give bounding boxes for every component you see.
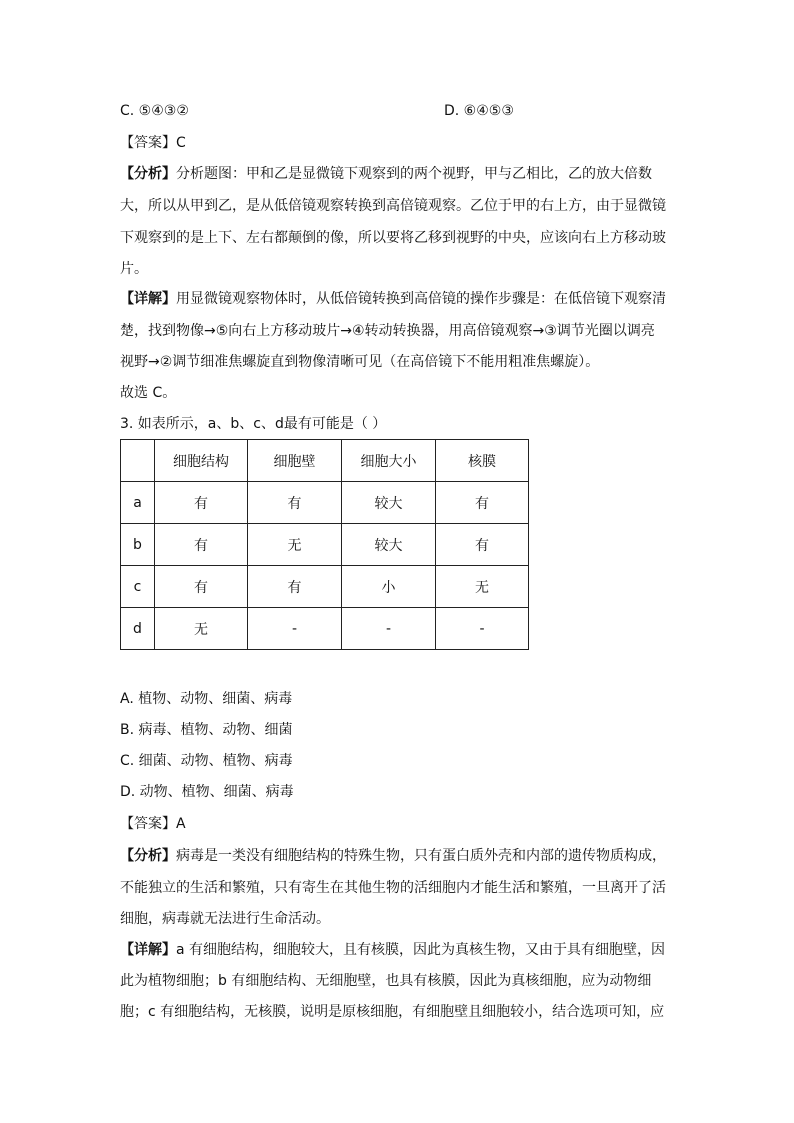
- q3-table: [120, 439, 529, 650]
- table-cell: 无: [436, 566, 529, 608]
- table-cell: 有: [155, 524, 248, 566]
- table-cell: -: [248, 608, 342, 650]
- table-cell: 有: [248, 566, 342, 608]
- q2-detail-line-1: 【详解】用显微镜观察物体时，从低倍镜转换到高倍镜的操作步骤是：在低倍镜下观察清: [120, 291, 666, 307]
- table-cell: 有: [155, 566, 248, 608]
- q3-option-c: C. 细菌、动物、植物、病毒: [120, 753, 293, 769]
- table-row: [121, 566, 529, 608]
- table-header-cell: 核膜: [436, 440, 529, 482]
- q2-option-d: D. ⑥④⑤③: [444, 103, 514, 119]
- table-cell: -: [436, 608, 529, 650]
- q3-detail-label: 【详解】: [120, 942, 176, 958]
- q3-detail-line-1: 【详解】a 有细胞结构，细胞较大，且有核膜，因此为真核生物，又由于具有细胞壁，因: [120, 942, 666, 958]
- table-row: [121, 524, 529, 566]
- table-cell: 较大: [342, 482, 436, 524]
- q2-conclusion: 故选 C。: [120, 385, 177, 401]
- q3-analysis-line-2: 不能独立的生活和繁殖，只有寄生在其他生物的活细胞内才能生活和繁殖，一旦离开了活: [120, 880, 666, 896]
- table-cell: b: [121, 524, 155, 566]
- table-cell: 有: [248, 482, 342, 524]
- table-header-cell: 细胞壁: [248, 440, 342, 482]
- q3-answer: 【答案】A: [120, 816, 186, 832]
- q2-option-c: C. ⑤④③②: [120, 103, 189, 119]
- table-cell: d: [121, 608, 155, 650]
- q3-option-a: A. 植物、动物、细菌、病毒: [120, 691, 293, 707]
- q2-analysis-line-1: 【分析】分析题图：甲和乙是显微镜下观察到的两个视野，甲与乙相比，乙的放大倍数: [120, 166, 652, 182]
- q2-detail-line-3: 视野→②调节细准焦螺旋直到物像清晰可见（在高倍镜下不能用粗准焦螺旋）。: [120, 354, 600, 370]
- table-cell: 无: [155, 608, 248, 650]
- table-header-cell: [121, 440, 155, 482]
- table-cell: 有: [436, 482, 529, 524]
- table-cell: 无: [248, 524, 342, 566]
- q2-analysis-label: 【分析】: [120, 166, 176, 182]
- table-cell: c: [121, 566, 155, 608]
- q3-analysis-label: 【分析】: [120, 848, 176, 864]
- table-cell: -: [342, 608, 436, 650]
- table-header-cell: 细胞大小: [342, 440, 436, 482]
- table-row: [121, 482, 529, 524]
- q2-analysis-line-2: 大，所以从甲到乙，是从低倍镜观察转换到高倍镜观察。乙位于甲的右上方，由于显微镜: [120, 198, 666, 214]
- q3-option-b: B. 病毒、植物、动物、细菌: [120, 722, 293, 738]
- q3-detail-line-3: 胞；c 有细胞结构，无核膜，说明是原核细胞，有细胞壁且细胞较小，结合选项可知，应: [120, 1004, 665, 1020]
- q2-analysis-line-3: 下观察到的是上下、左右都颠倒的像，所以要将乙移到视野的中央，应该向右上方移动玻: [120, 230, 666, 246]
- q2-answer: 【答案】C: [120, 135, 186, 151]
- table-row: [121, 608, 529, 650]
- table-cell: 有: [155, 482, 248, 524]
- q3-analysis-line-3: 细胞，病毒就无法进行生命活动。: [120, 911, 330, 927]
- q2-detail-line-2: 楚，找到物像→⑤向右上方移动玻片→④转动转换器，用高倍镜观察→③调节光圈以调亮: [120, 323, 655, 339]
- table-cell: 较大: [342, 524, 436, 566]
- table-cell: 有: [436, 524, 529, 566]
- table-header-row: [121, 440, 529, 482]
- q3-option-d: D. 动物、植物、细菌、病毒: [120, 784, 294, 800]
- q3-analysis-line-1: 【分析】病毒是一类没有细胞结构的特殊生物，只有蛋白质外壳和内部的遗传物质构成，: [120, 848, 666, 864]
- q2-detail-label: 【详解】: [120, 291, 176, 307]
- q2-analysis-line-4: 片。: [120, 261, 148, 277]
- table-cell: a: [121, 482, 155, 524]
- q3-stem: 3. 如表所示，a、b、c、d最有可能是（ ）: [120, 416, 387, 432]
- table-cell: 小: [342, 566, 436, 608]
- q3-detail-line-2: 此为植物细胞；b 有细胞结构、无细胞壁，也具有核膜，因此为真核细胞，应为动物细: [120, 973, 652, 989]
- table-header-cell: 细胞结构: [155, 440, 248, 482]
